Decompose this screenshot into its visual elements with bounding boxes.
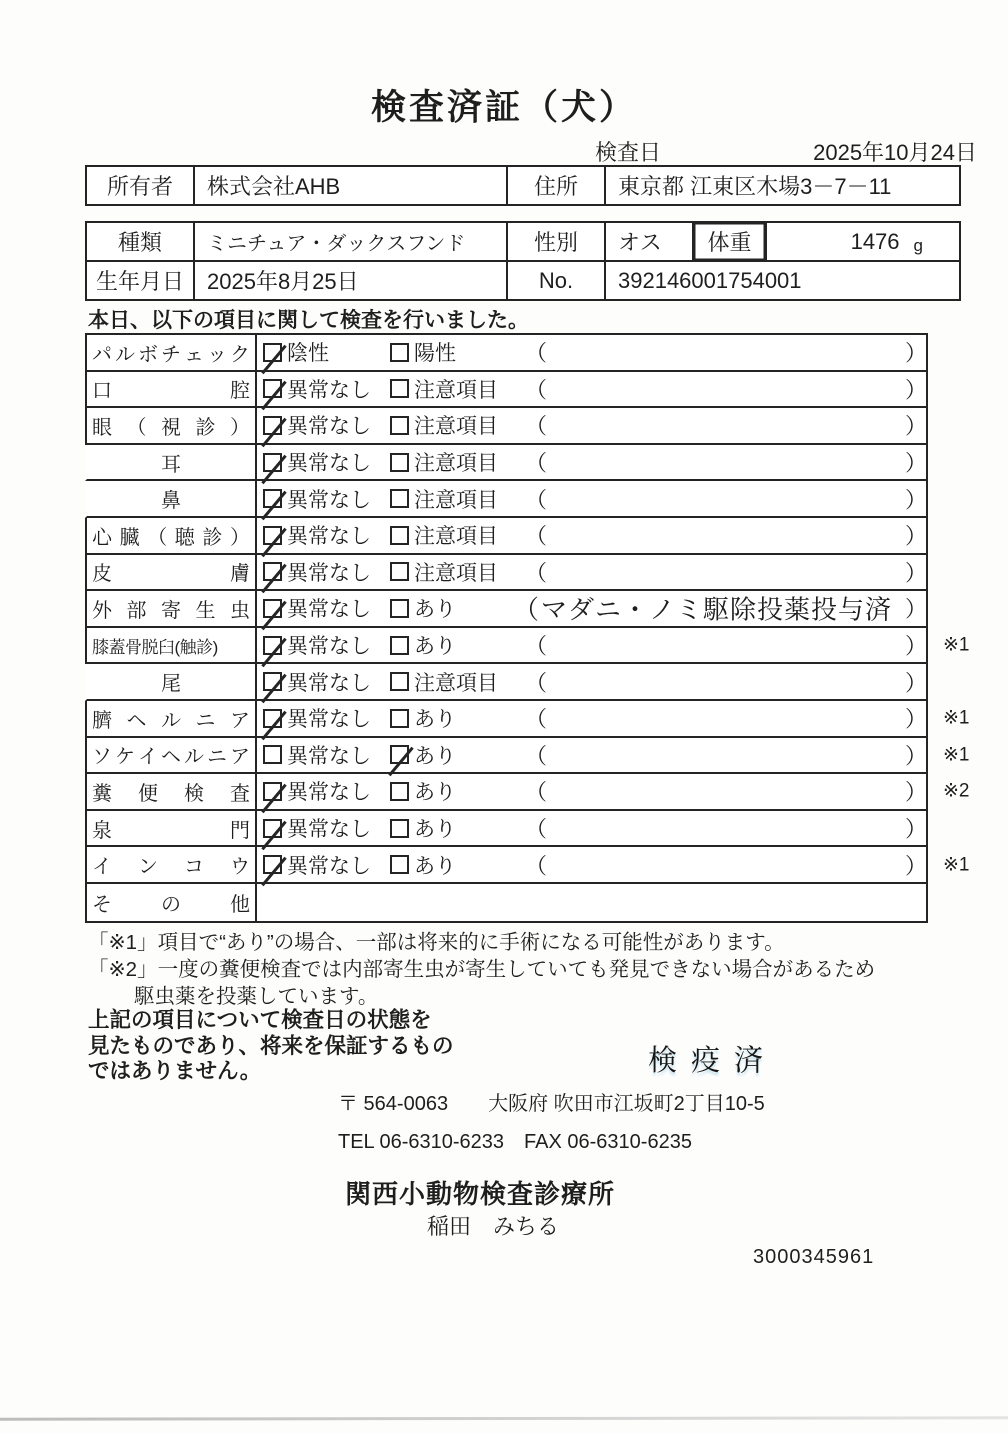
- weight-number: 1476: [850, 228, 900, 254]
- checkbox-unchecked-icon: [390, 489, 409, 508]
- option-label: あり: [414, 708, 456, 732]
- exam-row-content: [257, 372, 926, 407]
- label-char: 便: [138, 782, 158, 805]
- paren-open: （: [525, 450, 548, 476]
- exam-row: [85, 847, 970, 884]
- checkbox-checked-icon: [263, 636, 282, 655]
- sex-value: オス: [606, 223, 694, 260]
- option-label: 陽性: [414, 342, 456, 366]
- label-char: ）: [230, 416, 250, 439]
- address-label: 住所: [508, 167, 606, 204]
- label-char: ル: [184, 746, 204, 769]
- label-char: パ: [92, 343, 112, 366]
- label-char: 査: [230, 782, 250, 805]
- exam-item-label: 鼻: [87, 481, 257, 516]
- option-label: あり: [414, 744, 456, 768]
- label-char: ボ: [138, 343, 158, 366]
- option-label: あり: [414, 598, 456, 622]
- exam-option: [263, 813, 371, 843]
- exam-item-label: [87, 701, 257, 736]
- exam-option: [263, 337, 329, 367]
- checkbox-checked-icon: [263, 379, 282, 398]
- footnotes: [88, 929, 875, 1010]
- exam-option: [263, 447, 371, 477]
- label-char: ア: [230, 709, 250, 732]
- label-char: イ: [92, 856, 112, 879]
- exam-option: [390, 813, 456, 843]
- exam-row-content: [257, 701, 970, 736]
- paren-close: ）: [905, 596, 928, 622]
- exam-row-content: [257, 335, 926, 370]
- label-char: 検: [184, 782, 204, 805]
- label-char: ウ: [230, 856, 250, 879]
- disclaimer-line-2: 見たものであり、将来を保証するもの: [88, 1033, 454, 1058]
- option-label: 注意項目: [414, 452, 498, 476]
- exam-row-content: [257, 591, 926, 626]
- checkbox-checked-icon: [263, 855, 282, 874]
- checkbox-unchecked-icon: [390, 343, 409, 362]
- label-char: コ: [184, 856, 204, 879]
- footnote-1: 「※1」項目で“あり”の場合、一部は将来的に手術になる可能性があります。: [88, 931, 785, 954]
- exam-row-content: [257, 847, 970, 882]
- label-char: ニ: [207, 746, 227, 769]
- option-label: 注意項目: [414, 525, 498, 549]
- exam-item-label: [87, 335, 257, 370]
- exam-row: [85, 591, 926, 628]
- exam-item-label: [87, 847, 257, 882]
- exam-row: [85, 335, 926, 372]
- disclaimer-line-3: ではありません。: [88, 1059, 262, 1083]
- disclaimer-line-1: 上記の項目について検査日の状態を: [88, 1008, 432, 1032]
- disclaimer-text: [88, 1008, 454, 1085]
- option-label: 注意項目: [414, 488, 498, 512]
- paren-annotation: マダニ・ノミ駆除投薬投与済: [541, 594, 893, 625]
- exam-option: [390, 740, 456, 770]
- exam-option: [390, 703, 456, 733]
- label-char: 泉: [92, 819, 112, 842]
- exam-item-label: 膝蓋骨脱臼(触診): [87, 628, 257, 663]
- paren-close: ）: [905, 377, 928, 403]
- option-label: 注意項目: [414, 415, 498, 439]
- paren-close: ）: [905, 487, 928, 513]
- exam-row: [85, 664, 926, 701]
- label-char: 腔: [230, 380, 250, 403]
- label-char: ヘ: [126, 709, 147, 732]
- exam-date-row: [595, 136, 977, 167]
- exam-option: [263, 740, 371, 770]
- clinic-tel-fax: TEL 06-6310-6233 FAX 06-6310-6235: [338, 1131, 692, 1153]
- checkbox-checked-icon: [263, 599, 282, 618]
- label-char: ）: [229, 526, 250, 549]
- checkbox-checked-icon: [263, 526, 282, 545]
- owner-value: 株式会社AHB: [195, 167, 508, 204]
- exam-row-content: [257, 408, 926, 443]
- footnote-marker: ※1: [943, 854, 970, 876]
- paren-close: ）: [905, 670, 928, 696]
- checkbox-unchecked-icon: [263, 745, 282, 764]
- paren-close: ）: [905, 816, 928, 842]
- exam-row: [85, 408, 926, 445]
- exam-item-label: 尾: [87, 664, 257, 699]
- paren-open: （: [525, 706, 548, 732]
- paren-close: ）: [905, 779, 928, 805]
- label-char: イ: [138, 746, 158, 769]
- label-char: 部: [126, 599, 147, 622]
- exam-row-content: [257, 774, 970, 809]
- exam-row-content: [257, 628, 970, 663]
- label-char: 外: [92, 599, 112, 622]
- footnote-marker: ※2: [943, 780, 970, 802]
- breed-value: ミニチュア・ダックスフンド: [195, 223, 508, 260]
- label-char: ル: [115, 343, 135, 366]
- exam-option: [263, 557, 371, 587]
- pet-table: [85, 221, 961, 301]
- exam-row-content: [257, 481, 926, 516]
- exam-option: [390, 850, 456, 880]
- veterinarian-name: 稲田 みちる: [427, 1214, 560, 1239]
- exam-option: [263, 630, 371, 660]
- exam-row: [85, 628, 970, 665]
- option-label: 注意項目: [414, 561, 498, 585]
- page-title: 検査済証（犬）: [370, 88, 637, 127]
- exam-row-content: [257, 738, 970, 773]
- label-char: チ: [161, 343, 181, 366]
- label-char: （: [126, 416, 147, 439]
- exam-option: [390, 484, 498, 514]
- option-label: 異常なし: [287, 378, 371, 402]
- quarantine-stamp: 検疫済: [648, 1045, 778, 1077]
- exam-item-label: [87, 518, 257, 553]
- owner-label: 所有者: [87, 167, 195, 204]
- checkbox-checked-icon: [263, 709, 282, 728]
- exam-row: [85, 774, 970, 811]
- label-char: そ: [92, 893, 112, 916]
- paren-close: ）: [905, 560, 928, 586]
- exam-row-content: [257, 811, 926, 846]
- footnote-marker: ※1: [943, 744, 970, 766]
- exam-row: [85, 372, 926, 409]
- option-label: 異常なし: [287, 598, 371, 622]
- label-char: 眼: [92, 416, 112, 439]
- paren-open: （: [525, 560, 548, 586]
- paren-open: （: [525, 670, 548, 696]
- option-label: あり: [414, 781, 456, 805]
- exam-option: [263, 520, 371, 550]
- exam-item-label: [87, 738, 257, 773]
- exam-option: [263, 703, 371, 733]
- option-label: 異常なし: [287, 671, 371, 695]
- exam-date-value: 2025年10月24日: [813, 140, 977, 165]
- paren-close: ）: [905, 633, 928, 659]
- exam-date-label: 検査日: [595, 140, 662, 165]
- option-label: 異常なし: [287, 744, 371, 768]
- option-label: 異常なし: [287, 635, 371, 659]
- exam-table: [85, 333, 970, 923]
- exam-option: [263, 593, 371, 623]
- checkbox-checked-icon: [263, 489, 282, 508]
- intro-text: 本日、以下の項目に関して検査を行いました。: [88, 309, 529, 332]
- exam-row-content: [257, 445, 926, 480]
- owner-row: [87, 167, 959, 204]
- paren-open: （: [525, 377, 548, 403]
- option-label: 異常なし: [287, 488, 371, 512]
- label-char: ケ: [115, 746, 135, 769]
- paren-open: （: [525, 523, 548, 549]
- label-char: ル: [161, 709, 181, 732]
- checkbox-unchecked-icon: [390, 379, 409, 398]
- paren-close: ）: [905, 340, 928, 366]
- footnote-2: 「※2」一度の糞便検査では内部寄生虫が寄生していても発見できない場合があるため: [88, 958, 876, 981]
- label-char: 生: [195, 599, 216, 622]
- footnote-marker: ※1: [943, 707, 970, 729]
- exam-option: [390, 557, 498, 587]
- exam-option: [390, 374, 498, 404]
- exam-option: [263, 374, 371, 404]
- paren-open: （: [525, 816, 548, 842]
- option-label: 異常なし: [287, 452, 371, 476]
- exam-option: [390, 630, 456, 660]
- label-char: 皮: [92, 563, 112, 586]
- label-char: ニ: [195, 709, 216, 732]
- exam-row-content: [257, 555, 926, 590]
- birth-value: 2025年8月25日: [195, 262, 508, 299]
- label-char: （: [147, 526, 168, 549]
- paren-close: ）: [905, 853, 928, 879]
- label-char: ク: [230, 343, 250, 366]
- exam-item-label: [87, 408, 257, 443]
- exam-row-content: [257, 664, 926, 699]
- option-label: 異常なし: [287, 708, 371, 732]
- exam-option: [263, 410, 371, 440]
- option-label: 注意項目: [414, 378, 498, 402]
- checkbox-checked-icon: [263, 672, 282, 691]
- exam-item-label: [87, 555, 257, 590]
- paren-open: （: [525, 853, 548, 879]
- option-label: 異常なし: [287, 818, 371, 842]
- exam-option: [263, 850, 371, 880]
- label-char: 聴: [174, 526, 195, 549]
- exam-row-content: [257, 518, 926, 553]
- label-char: 口: [92, 380, 112, 403]
- exam-item-label: [87, 774, 257, 809]
- exam-item-label: [87, 884, 257, 921]
- address-value: 東京都 江東区木場3－7－11: [618, 174, 892, 199]
- exam-row: [85, 518, 926, 555]
- option-label: あり: [414, 635, 456, 659]
- checkbox-checked-icon: [390, 745, 409, 764]
- sex-label: 性別: [508, 223, 606, 260]
- label-char: 診: [202, 526, 223, 549]
- paren-open: （: [525, 487, 548, 513]
- label-char: ヘ: [161, 746, 181, 769]
- checkbox-unchecked-icon: [390, 672, 409, 691]
- label-char: 膚: [230, 563, 250, 586]
- label-char: 寄: [161, 599, 181, 622]
- label-char: ッ: [207, 343, 227, 366]
- label-char: 糞: [92, 782, 112, 805]
- checkbox-unchecked-icon: [390, 855, 409, 874]
- exam-row: [85, 884, 926, 921]
- exam-row: [85, 445, 926, 482]
- option-label: 異常なし: [287, 854, 371, 878]
- birth-row: [87, 260, 959, 299]
- exam-row: [85, 481, 926, 518]
- label-char: 視: [161, 416, 181, 439]
- checkbox-unchecked-icon: [390, 782, 409, 801]
- exam-row: [85, 555, 926, 592]
- label-char: ン: [138, 856, 158, 879]
- weight-unit: g: [913, 235, 923, 255]
- exam-option: [263, 484, 371, 514]
- exam-option: [263, 667, 371, 697]
- scan-edge-artifact: [0, 1416, 1008, 1420]
- label-char: ェ: [184, 343, 204, 366]
- checkbox-unchecked-icon: [390, 562, 409, 581]
- checkbox-unchecked-icon: [390, 709, 409, 728]
- exam-row: [85, 701, 970, 738]
- checkbox-unchecked-icon: [390, 416, 409, 435]
- checkbox-unchecked-icon: [390, 526, 409, 545]
- paren-open: （: [525, 779, 548, 805]
- exam-row: [85, 811, 926, 848]
- owner-table: [85, 165, 961, 206]
- option-label: 陰性: [287, 342, 329, 366]
- option-label: 異常なし: [287, 525, 371, 549]
- paren-close: ）: [905, 450, 928, 476]
- checkbox-checked-icon: [263, 416, 282, 435]
- label-char: 心: [92, 526, 112, 549]
- exam-option: [390, 447, 498, 477]
- exam-item-label: 耳: [87, 445, 257, 480]
- label-char: 門: [230, 819, 250, 842]
- exam-option: [390, 776, 456, 806]
- exam-option: [390, 410, 498, 440]
- checkbox-checked-icon: [263, 819, 282, 838]
- breed-label: 種類: [87, 223, 195, 260]
- exam-row: [85, 738, 970, 775]
- exam-item-label: [87, 811, 257, 846]
- label-char: ソ: [92, 746, 112, 769]
- footnote-marker: ※1: [943, 634, 970, 656]
- label-char: 臍: [92, 709, 112, 732]
- paren-open: （: [513, 594, 540, 625]
- exam-option: [390, 667, 498, 697]
- paren-close: ）: [905, 706, 928, 732]
- paren-close: ）: [905, 413, 928, 439]
- option-label: 異常なし: [287, 415, 371, 439]
- label-char: ア: [230, 746, 250, 769]
- checkbox-checked-icon: [263, 453, 282, 472]
- birth-label: 生年月日: [87, 262, 195, 299]
- clinic-name: 関西小動物検査診療所: [345, 1179, 616, 1209]
- paren-close: ）: [905, 523, 928, 549]
- exam-option: [390, 593, 456, 623]
- paren-open: （: [525, 743, 548, 769]
- paren-open: （: [525, 413, 548, 439]
- serial-number: 3000345961: [753, 1246, 875, 1268]
- label-char: 診: [195, 416, 216, 439]
- exam-item-label: [87, 591, 257, 626]
- option-label: あり: [414, 854, 456, 878]
- checkbox-unchecked-icon: [390, 819, 409, 838]
- exam-row-content: [257, 884, 926, 921]
- footnote-2-continued: 駆虫薬を投薬しています。: [134, 985, 379, 1008]
- exam-item-label: [87, 372, 257, 407]
- checkbox-checked-icon: [263, 562, 282, 581]
- option-label: 異常なし: [287, 561, 371, 585]
- breed-row: [87, 223, 959, 260]
- label-char: 他: [230, 893, 250, 916]
- option-label: 注意項目: [414, 671, 498, 695]
- number-label: No.: [508, 262, 606, 299]
- label-char: 臓: [119, 526, 140, 549]
- option-label: あり: [414, 818, 456, 842]
- paren-close: ）: [905, 743, 928, 769]
- paren-open: （: [525, 633, 548, 659]
- option-label: 異常なし: [287, 781, 371, 805]
- exam-option: [263, 776, 371, 806]
- exam-option: [390, 520, 498, 550]
- clinic-postal-address: 〒 564-0063 大阪府 吹田市江坂町2丁目10-5: [338, 1093, 765, 1115]
- weight-value: [767, 223, 959, 260]
- weight-label: 体重: [694, 223, 767, 260]
- paren-open: （: [525, 340, 548, 366]
- checkbox-checked-icon: [263, 782, 282, 801]
- checkbox-unchecked-icon: [390, 636, 409, 655]
- checkbox-unchecked-icon: [390, 453, 409, 472]
- number-value: 392146001754001: [618, 267, 802, 293]
- label-char: の: [161, 893, 181, 916]
- checkbox-unchecked-icon: [390, 599, 409, 618]
- label-char: 虫: [230, 599, 250, 622]
- exam-option: [390, 337, 456, 367]
- checkbox-checked-icon: [263, 343, 282, 362]
